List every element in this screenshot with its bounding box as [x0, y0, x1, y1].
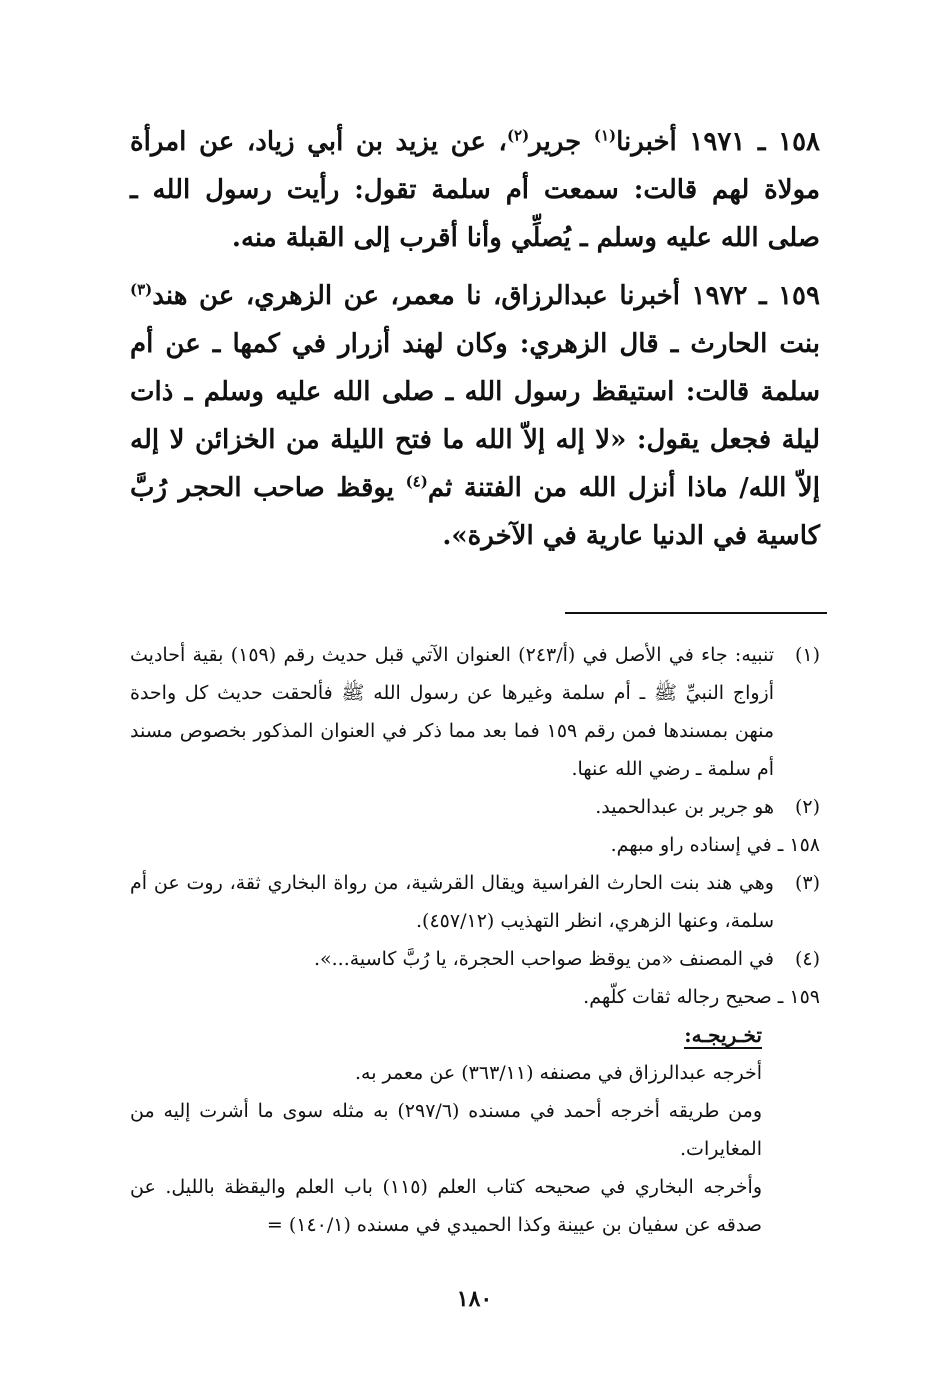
- note-158: ١٥٨ ـ في إسناده راو مبهم.: [610, 834, 820, 856]
- footnote-text: وهي هند بنت الحارث الفراسية ويقال القرشية، من رواة البخاري ثقة، روت عن أم سلمة، وعنها الزهري، انظر التهذيب (٤٥٧/١٢).: [130, 872, 774, 932]
- footnote-text: تنبيه: جاء في الأصل في (أ/٢٤٣) العنوان الآتي قبل حديث رقم (١٥٩) بقية أحاديث أزواج النبيِّ ﷺ ـ أم سلمة وغيرها عن رسول الله ﷺ فألحقت حديث كل واحدة منهن بمسندها فمن رقم ١٥٩ فما بعد مما ذكر في العنوان المذكور بخصوص مسند أم سلمة ـ رضي الله عنها.: [130, 644, 775, 780]
- footnote-3: [130, 864, 820, 940]
- hadith-text: يوقظ صاحب الحجر رُبَّ كاسية في الدنيا عارية في الآخرة».: [130, 473, 820, 551]
- main-text: [130, 118, 820, 570]
- hadith-number: ١٥٨ ـ ١٩٧١: [689, 127, 821, 157]
- hadith-number: ١٥٩ ـ ١٩٧٢: [691, 281, 820, 311]
- takhrij-line: وأخرجه البخاري في صحيحه كتاب العلم (١١٥) باب العلم واليقظة بالليل. عن صدقه عن سفيان بن عيينة وكذا الحميدي في مسنده (١٤٠/١) =: [130, 1176, 762, 1236]
- page-number: ١٨٠: [456, 1286, 493, 1312]
- footnote-text: هو جرير بن عبدالحميد.: [595, 796, 774, 818]
- hadith-text: بنت الحارث ـ قال الزهري: وكان لهند أزرار في كمها ـ عن أم سلمة قالت: استيقظ رسول الله ـ صلى الله عليه وسلم ـ ذات ليلة فجعل يقول: «لا إله إلاّ الله ما فتح الليلة من الخزائن لا إله إلاّ الله/ ماذا أنزل الله من الفتنة ثم: [130, 329, 820, 503]
- note-159: ١٥٩ ـ صحيح رجاله ثقات كلّهم.: [583, 986, 820, 1008]
- takhrij-line: ومن طريقه أخرجه أحمد في مسنده (٢٩٧/٦) به مثله سوى ما أشرت إليه من المغايرات.: [130, 1100, 762, 1160]
- hadith-text: جرير: [529, 127, 594, 157]
- takhrij-line: أخرجه عبدالرزاق في مصنفه (٣٦٣/١١) عن معمر به.: [354, 1062, 762, 1084]
- hadith-text: أخبرنا: [616, 127, 677, 157]
- hadith-1972: [130, 272, 820, 560]
- footnote-ref[interactable]: (٤): [405, 472, 428, 491]
- footnote-4: [130, 940, 820, 978]
- footnote-divider: [565, 612, 827, 614]
- footnote-text: في المصنف «من يوقظ صواحب الحجرة، يا رُبَّ كاسية...».: [313, 948, 774, 970]
- footnote-marker: (٢): [794, 796, 820, 818]
- hadith-text: أخبرنا عبدالرزاق، نا معمر، عن الزهري، عن هند: [152, 281, 680, 311]
- footnote-ref[interactable]: (٣): [130, 280, 153, 299]
- takhrij-heading: تخـريجـه:: [684, 1023, 762, 1047]
- hadith-1971: [130, 118, 820, 262]
- footnote-ref[interactable]: (١): [593, 126, 617, 145]
- footnote-marker: (١): [794, 644, 820, 666]
- hadith-text: ، عن يزيد بن أبي زياد، عن امرأة مولاة لهم قالت: سمعت أم سلمة تقول: رأيت رسول الله ـ صلى الله عليه وسلم ـ يُصلِّي وأنا أقرب إلى القبلة منه.: [130, 127, 820, 253]
- footnote-2: [130, 788, 820, 826]
- footnote-marker: (٤): [794, 948, 820, 970]
- footnote-marker: (٣): [794, 872, 820, 894]
- footnote-1: [130, 636, 820, 788]
- footnotes: [130, 636, 820, 1244]
- footnote-ref[interactable]: (٢): [506, 126, 530, 145]
